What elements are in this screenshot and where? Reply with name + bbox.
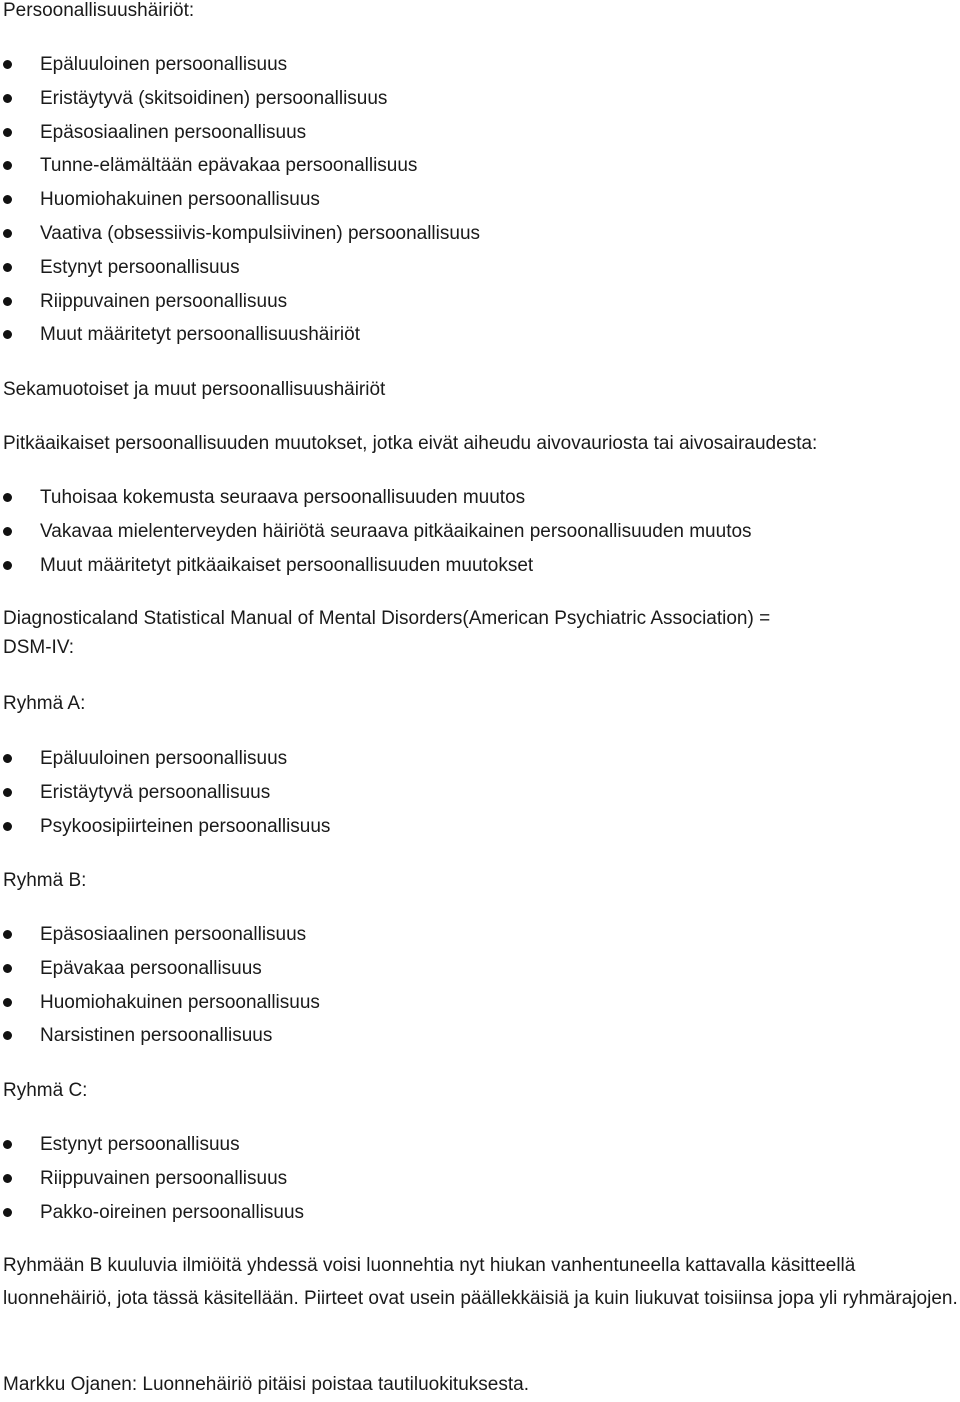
list-item: [0, 1128, 304, 1162]
list-item-text: Riippuvainen persoonallisuus: [40, 1167, 288, 1189]
list-item-text: Epäsosiaalinen persoonallisuus: [40, 121, 307, 143]
personality-change-list: [0, 481, 752, 582]
bullet-icon: [3, 60, 12, 69]
bullet-icon: [3, 1208, 12, 1217]
list-item-text: Narsistinen persoonallisuus: [40, 1025, 273, 1047]
bullet-icon: [3, 788, 12, 797]
group-a-list: [0, 742, 330, 843]
list-item-text: Pakko-oireinen persoonallisuus: [40, 1201, 305, 1223]
list-item-text: Tuhoisaa kokemusta seuraava persoonallisuuden muutos: [40, 487, 526, 508]
bullet-icon: [3, 998, 12, 1007]
list-item-text: Estynyt persoonallisuus: [40, 1134, 240, 1155]
list-item-text: Epäluuloinen persoonallisuus: [40, 748, 288, 769]
bullet-icon: [3, 930, 12, 939]
list-item-text: Vaativa (obsessiivis-kompulsiivinen) persoonallisuus: [40, 222, 481, 244]
list-item: [0, 1019, 320, 1053]
bullet-icon: [3, 1140, 12, 1149]
list-item-text: Eristäytyvä persoonallisuus: [40, 781, 271, 803]
list-item: [0, 986, 320, 1020]
list-item: [0, 149, 480, 183]
bullet-icon: [3, 1174, 12, 1183]
group-b-label: Ryhmä B:: [3, 870, 87, 891]
list-item: [0, 776, 330, 810]
paragraph-ojanen: Markku Ojanen: Luonnehäiriö pitäisi poistaa tautiluokituksesta.: [3, 1374, 529, 1395]
list-item: [0, 952, 320, 986]
bullet-icon: [3, 297, 12, 306]
list-item-text: Muut määritetyt pitkäaikaiset persoonallisuuden muutokset: [40, 554, 534, 576]
bullet-icon: [3, 94, 12, 103]
list-item: [0, 318, 480, 352]
group-c-label: Ryhmä C:: [3, 1080, 88, 1101]
list-item-text: Huomiohakuinen persoonallisuus: [40, 991, 320, 1013]
group-a-label: Ryhmä A:: [3, 693, 86, 714]
bullet-icon: [3, 561, 12, 570]
list-item-text: Vakavaa mielenterveyden häiriötä seuraava pitkäaikainen persoonallisuuden muutos: [40, 520, 752, 542]
list-item: [0, 251, 480, 285]
list-item-text: Tunne-elämältään epävakaa persoonallisuus: [40, 155, 418, 177]
list-item: [0, 742, 330, 776]
paragraph-ryhmaan-b: Ryhmään B kuuluvia ilmiöitä yhdessä voisi luonnehtia nyt hiukan vanhentuneella kattavalla käsitteellä luonnehäiriö, jota tässä käsitellään. Piirteet ovat usein päällekkäisiä ja kuin liukuvat toisiinsa jopa yli ryhmärajojen.: [3, 1255, 958, 1309]
paragraph-pitkaaikaiset: Pitkäaikaiset persoonallisuuden muutokset, jotka eivät aiheudu aivovauriosta tai aivosairaudesta:: [3, 433, 818, 454]
bullet-icon: [3, 330, 12, 339]
list-item: [0, 82, 480, 116]
disorder-list: [0, 48, 480, 352]
bullet-icon: [3, 822, 12, 831]
list-item-text: Epävakaa persoonallisuus: [40, 957, 262, 979]
list-item: [0, 116, 480, 150]
bullet-icon: [3, 1031, 12, 1040]
list-item: [0, 481, 752, 515]
list-item-text: Estynyt persoonallisuus: [40, 256, 240, 278]
bullet-icon: [3, 195, 12, 204]
list-item-text: Riippuvainen persoonallisuus: [40, 290, 288, 312]
paragraph-dsm-line2: DSM-IV:: [3, 637, 75, 658]
bullet-icon: [3, 527, 12, 536]
list-item: [0, 549, 752, 583]
paragraph-dsm-line1: Diagnosticaland Statistical Manual of Mental Disorders(American Psychiatric Association) =: [3, 608, 771, 629]
paragraph-sekamuotoiset: Sekamuotoiset ja muut persoonallisuushäiriöt: [3, 379, 386, 400]
group-b-list: [0, 918, 320, 1053]
list-item: [0, 285, 480, 319]
list-item-text: Epäluuloinen persoonallisuus: [40, 54, 288, 75]
list-item: [0, 515, 752, 549]
bullet-icon: [3, 263, 12, 272]
group-c-list: [0, 1128, 304, 1229]
list-item: [0, 183, 480, 217]
bullet-icon: [3, 229, 12, 238]
list-item: [0, 48, 480, 82]
bullet-icon: [3, 128, 12, 137]
list-item: [0, 810, 330, 844]
list-item-text: Eristäytyvä (skitsoidinen) persoonallisuus: [40, 87, 388, 109]
list-item-text: Muut määritetyt persoonallisuushäiriöt: [40, 324, 360, 346]
page-heading: Persoonallisuushäiriöt:: [3, 0, 195, 21]
list-item: [0, 1162, 304, 1196]
list-item: [0, 217, 480, 251]
list-item-text: Huomiohakuinen persoonallisuus: [40, 189, 320, 211]
list-item: [0, 1196, 304, 1230]
list-item-text: Psykoosipiirteinen persoonallisuus: [40, 815, 331, 837]
bullet-icon: [3, 964, 12, 973]
bullet-icon: [3, 754, 12, 763]
list-item: [0, 918, 320, 952]
list-item-text: Epäsosiaalinen persoonallisuus: [40, 924, 307, 945]
bullet-icon: [3, 493, 12, 502]
bullet-icon: [3, 161, 12, 170]
